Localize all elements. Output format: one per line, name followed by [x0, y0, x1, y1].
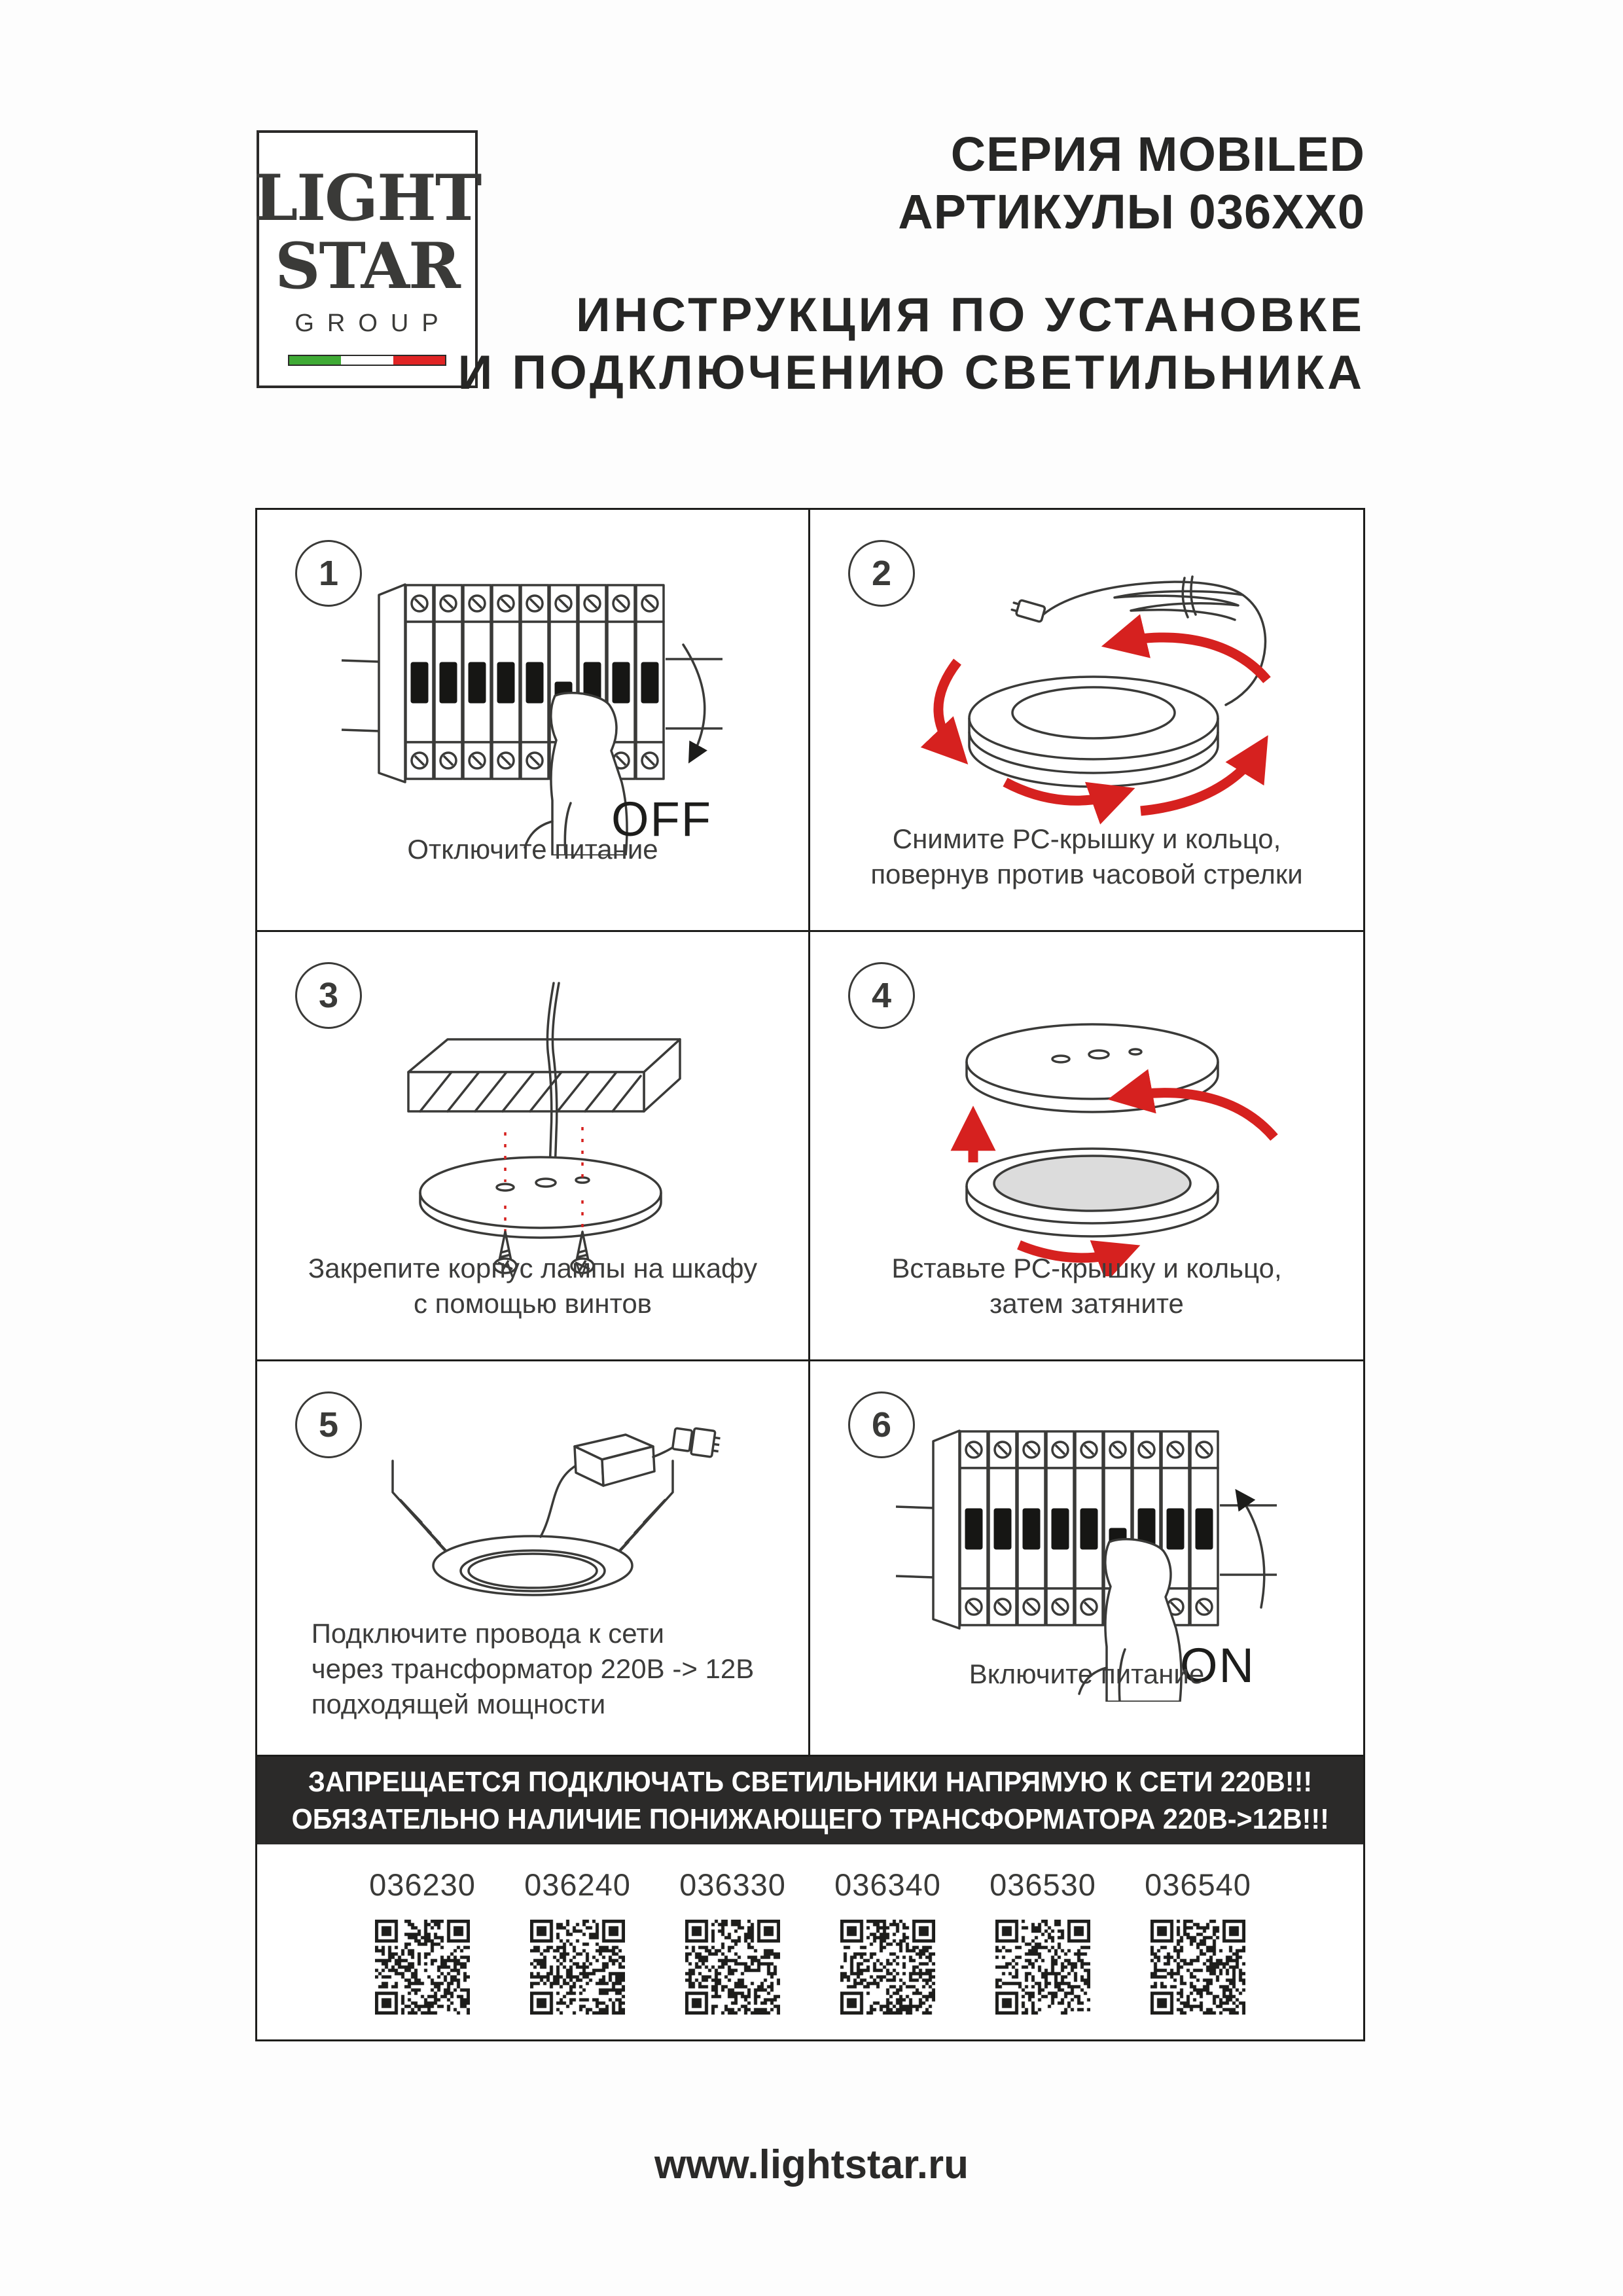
puck-insert-illustration — [810, 988, 1363, 1276]
title-line-1: ИНСТРУКЦИЯ ПО УСТАНОВКЕ — [576, 289, 1365, 342]
series-line: СЕРИЯ MOBILED — [950, 127, 1365, 181]
step-number-badge: 5 — [295, 1391, 362, 1458]
step-number-badge: 4 — [848, 962, 915, 1029]
step-number-badge: 6 — [848, 1391, 915, 1458]
step-number-badge: 3 — [295, 962, 362, 1029]
breaker-off-illustration — [257, 561, 808, 855]
step-panel-5 — [257, 1361, 810, 1757]
step-caption: Отключите питание — [407, 834, 658, 865]
flag-white — [341, 356, 393, 365]
off-label: OFF — [611, 792, 712, 846]
puck-remove-illustration — [810, 549, 1363, 850]
article-number: 036540 — [1145, 1867, 1251, 1902]
mount-screws-illustration — [257, 973, 808, 1287]
article-number: 036340 — [834, 1867, 941, 1902]
warning-line-2: ОБЯЗАТЕЛЬНО НАЛИЧИЕ ПОНИЖАЮЩЕГО ТРАНСФОРМАТОРА 220В->12В!!! — [291, 1803, 1329, 1835]
warning-line-1: ЗАПРЕЩАЕТСЯ ПОДКЛЮЧАТЬ СВЕТИЛЬНИКИ НАПРЯМУЮ К СЕТИ 220В!!! — [308, 1766, 1313, 1798]
qr-code — [530, 1920, 625, 2015]
step-number-badge: 2 — [848, 540, 915, 607]
warning-banner — [257, 1757, 1363, 1844]
step-caption: Закрепите корпус лампы на шкафу с помощью винтов — [308, 1253, 758, 1319]
qr-code — [1150, 1920, 1245, 2015]
step-number-badge: 1 — [295, 540, 362, 607]
article-number: 036330 — [679, 1867, 786, 1902]
article-item — [834, 1867, 941, 2039]
series-header — [898, 126, 1365, 241]
article-number: 036530 — [990, 1867, 1096, 1902]
article-item — [679, 1867, 786, 2039]
article-qr-row — [257, 1844, 1363, 2039]
lightstar-logo — [253, 130, 481, 388]
step-panel-1 — [257, 510, 810, 932]
qr-code — [685, 1920, 780, 2015]
step-panel-6 — [810, 1361, 1363, 1757]
articles-line: АРТИКУЛЫ 036ХХ0 — [898, 185, 1365, 239]
step-panel-3 — [257, 932, 810, 1361]
qr-code — [375, 1920, 470, 2015]
article-item — [1145, 1867, 1251, 2039]
step-panel-2 — [810, 510, 1363, 932]
article-item — [369, 1867, 476, 2039]
instruction-grid — [255, 508, 1365, 2041]
step-caption: Снимите РС-крышку и кольцо, повернув против часовой стрелки — [870, 823, 1303, 889]
article-number: 036230 — [369, 1867, 476, 1902]
transformer — [575, 1435, 654, 1486]
article-item — [524, 1867, 631, 2039]
website-url: www.lightstar.ru — [654, 2142, 969, 2187]
qr-code — [995, 1920, 1090, 2015]
title-line-2: И ПОДКЛЮЧЕНИЮ СВЕТИЛЬНИКА — [457, 346, 1365, 399]
flag-green — [289, 356, 341, 365]
connector — [672, 1426, 721, 1458]
logo-word-light: LIGHT — [253, 161, 481, 235]
step-caption: Подключите провода к сети через трансформатор 220В -> 12В подходящей мощности — [311, 1618, 755, 1719]
step-caption: Вставьте РС-крышку и кольцо, затем затяните — [891, 1253, 1282, 1319]
qr-code — [840, 1920, 935, 2015]
italian-flag-bar — [288, 355, 446, 366]
step-caption: Включите питание — [969, 1659, 1205, 1689]
step-panel-4 — [810, 932, 1363, 1361]
flag-red — [393, 356, 445, 365]
article-item — [990, 1867, 1096, 2039]
logo-word-star: STAR — [275, 229, 459, 303]
logo-word-group: GROUP — [294, 310, 452, 337]
on-label: ON — [1179, 1638, 1255, 1693]
article-number: 036240 — [524, 1867, 631, 1902]
page-title — [458, 287, 1365, 402]
